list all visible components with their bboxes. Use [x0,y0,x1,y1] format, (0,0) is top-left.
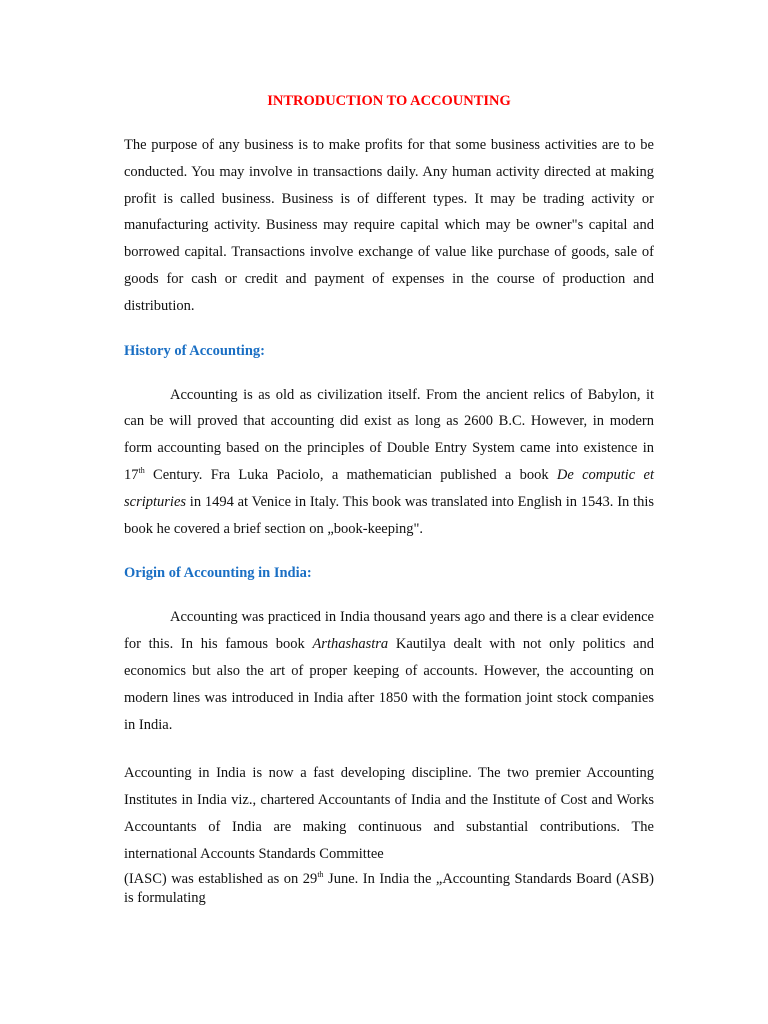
history-heading: History of Accounting: [124,342,265,359]
iasc-paragraph [124,870,654,908]
document-title: INTRODUCTION TO ACCOUNTING [267,93,511,109]
history-text-3: in 1494 at Venice in Italy. This book was translated into English in 1543. In this book he covered a brief section on „book-keeping". [124,493,654,537]
document-body [124,92,654,908]
origin-text-2: Kautilya dealt with not only politics and economics but also the art of proper keeping of accounts. However, the accounting on modern lines was introduced in India after 1850 with the formation joint stock companies in India. [124,636,654,733]
iasc-superscript: th [317,869,324,879]
history-paragraph [124,382,654,543]
history-text-1: Accounting is as old as civilization itself. From the ancient relics of Babylon, it can be will proved that accounting did exist as long as 2600 B.C. However, in modern form accounting based on the principles of Double Entry System came into existence in 17 [124,386,654,483]
iasc-text-1: (IASC) was established as on 29 [124,870,318,887]
intro-paragraph: The purpose of any business is to make profits for that some business activities are to be conducted. You may involve in transactions daily. Any human activity directed at making profit is called business. Business is of different types. It may be trading activity or manufacturing activity. Business may require capital which may be owner"s capital and borrowed capital. Transactions involve exchange of value like purchase of goods, sale of goods for cash or credit and payment of expenses in the course of production and distribution. [124,137,654,314]
history-text-2: Century. Fra Luka Paciolo, a mathematician published a book [144,466,557,483]
origin-paragraph [124,604,654,738]
origin-heading: Origin of Accounting in India: [124,565,312,582]
history-superscript: th [138,466,145,476]
history-book-title: De computic et scripturies [124,466,654,510]
origin-book-title: Arthashastra [312,636,389,653]
iasc-text-2: June. In India the „Accounting Standards Board (ASB) is formulating [124,870,654,906]
institutes-paragraph: Accounting in India is now a fast developing discipline. The two premier Accounting Institutes in India viz., chartered Accountants of India and the Institute of Cost and Works Accountants of India are making continuous and substantial contributions. The international Accounts Standards Committee [124,765,654,862]
origin-text-1: Accounting was practiced in India thousand years ago and there is a clear evidence for this. In his famous book [124,609,654,653]
